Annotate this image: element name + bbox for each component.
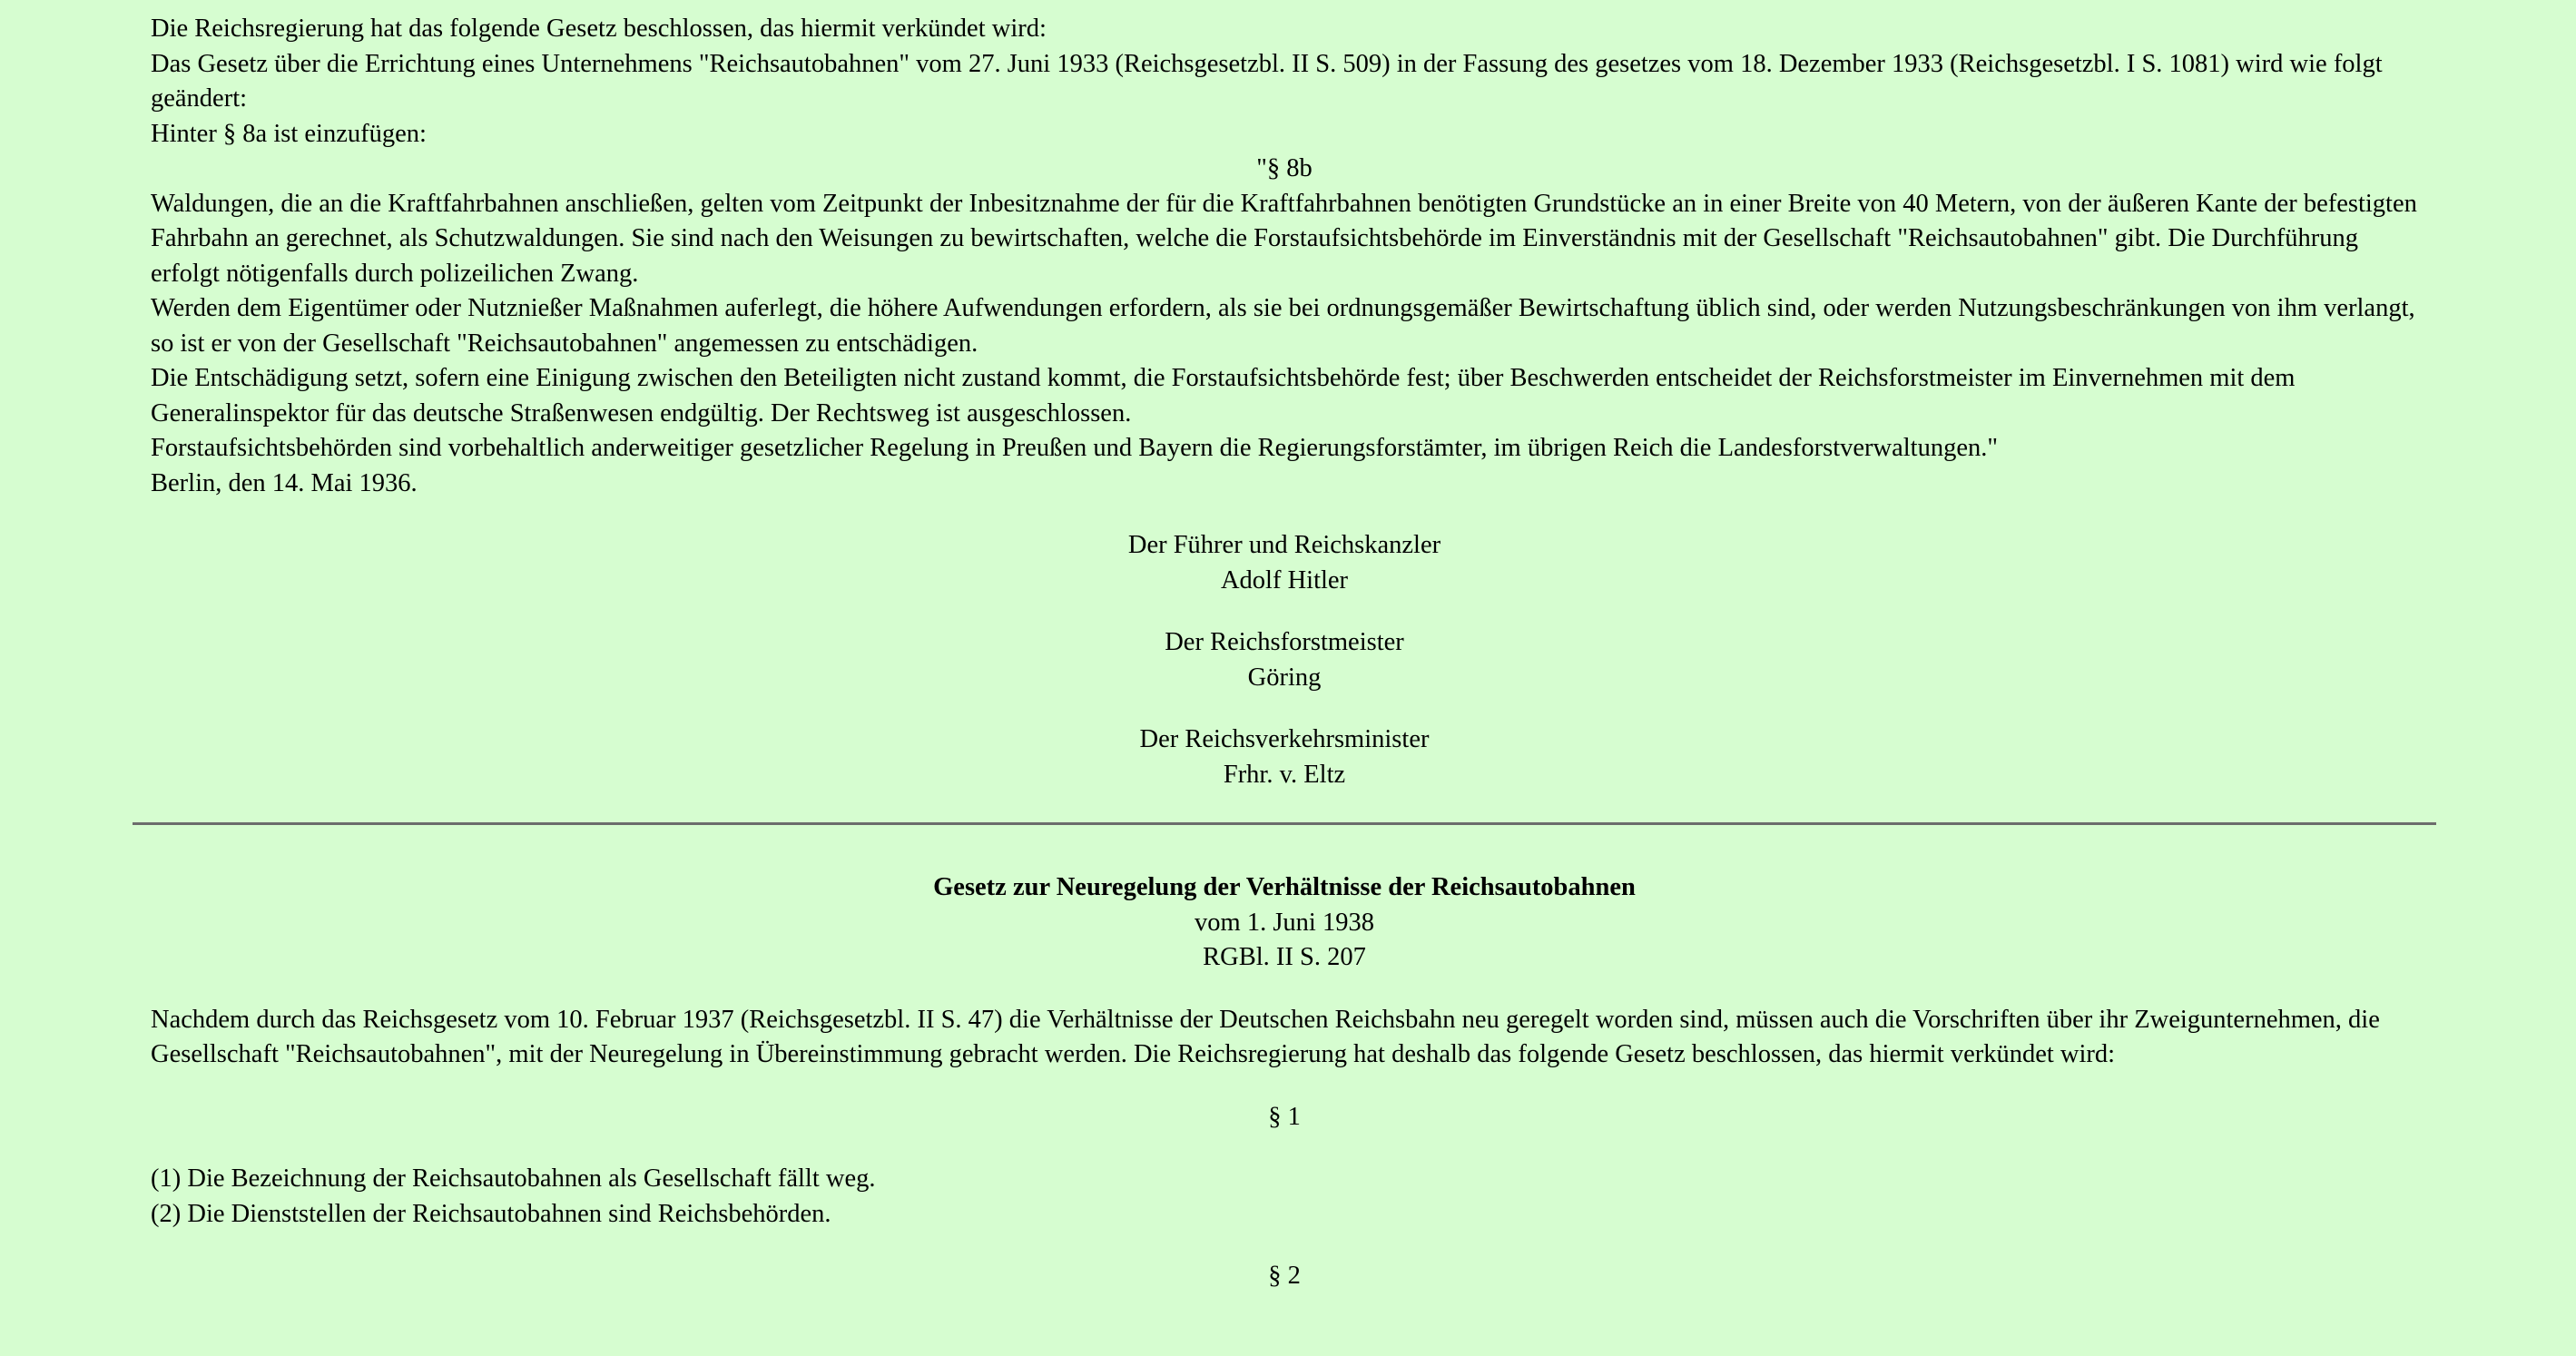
law-preamble: Nachdem durch das Reichsgesetz vom 10. Februar 1937 (Reichsgesetzbl. II S. 47) die Verhältnisse der Deutschen Reichsbahn neu geregelt worden sind, müssen auch die Vorschriften über ihr Zweigunternehmen, die Gesellschaft "Reichsautobahnen", mit der Neuregelung in Übereinstimmung gebracht werden. Die Reichsregierung hat deshalb das folgende Gesetz beschlossen, das hiermit verkündet wird: [151, 1005, 2380, 1068]
document-page [133, 0, 2436, 1294]
signature-name: Göring [1247, 663, 1322, 692]
section-item: (1) Die Bezeichnung der Reichsautobahnen als Gesellschaft fällt weg. [151, 1164, 876, 1193]
signature-name: Frhr. v. Eltz [1223, 760, 1346, 789]
body-paragraph: Forstaufsichtsbehörden sind vorbehaltlich anderweitiger gesetzlicher Regelung in Preußen und Bayern die Regierungsforstämter, im übrigen Reich die Landesforstverwaltungen." [151, 434, 1998, 462]
section-heading-1: § 1 [1268, 1102, 1301, 1131]
body-paragraph: Die Entschädigung setzt, sofern eine Einigung zwischen den Beteiligten nicht zustand kommt, die Forstaufsichtsbehörde fest; über Beschwerden entscheidet der Reichsforstmeister im Einvernehmen mit dem Generalinspektor für das deutsche Straßenwesen endgültig. Der Rechtsweg ist ausgeschlossen. [151, 364, 2296, 427]
law-reference: RGBl. II S. 207 [1203, 943, 1366, 971]
law-title-block [151, 870, 2418, 976]
section-item: (2) Die Dienststellen der Reichsautobahnen sind Reichsbehörden. [151, 1199, 831, 1228]
document-content-2 [133, 870, 2436, 1294]
law-1938 [151, 870, 2418, 1294]
signature-block [151, 625, 2418, 695]
intro-line: Das Gesetz über die Errichtung eines Unternehmens "Reichsautobahnen" vom 27. Juni 1933 (Reichsgesetzbl. II S. 509) in der Fassung des gesetzes vom 18. Dezember 1933 (Reichsgesetzbl. I S. 1081) wird wie folgt geändert: [151, 49, 2383, 113]
signature-block [151, 722, 2418, 792]
law-title: Gesetz zur Neuregelung der Verhältnisse der Reichsautobahnen [933, 873, 1636, 901]
signature-office: Der Führer und Reichskanzler [1127, 531, 1441, 559]
signature-name: Adolf Hitler [1220, 565, 1349, 594]
section-heading-2: § 2 [1268, 1262, 1301, 1290]
signature-block [151, 528, 2418, 598]
section-divider [133, 822, 2436, 825]
body-paragraph: Waldungen, die an die Kraftfahrbahnen anschließen, gelten vom Zeitpunkt der Inbesitznahme der für die Kraftfahrbahnen benötigten Grundstücke an in einer Breite von 40 Metern, von der äußeren Kante der befestigten Fahrbahn an gerechnet, als Schutzwaldungen. Sie sind nach den Weisungen zu bewirtschaften, welche die Forstaufsichtsbehörde im Einverständnis mit der Gesellschaft "Reichsautobahnen" gibt. Die Durchführung erfolgt nötigenfalls durch polizeilichen Zwang. [151, 189, 2417, 288]
intro-line: Hinter § 8a ist einzufügen: [151, 119, 427, 148]
signature-office: Der Reichsverkehrsminister [1139, 725, 1430, 753]
amendment-law-1936 [151, 12, 2418, 792]
document-content [133, 0, 2436, 792]
signature-office: Der Reichsforstmeister [1165, 628, 1404, 656]
section-heading-8b: "§ 8b [1256, 154, 1313, 182]
intro-line: Die Reichsregierung hat das folgende Gesetz beschlossen, das hiermit verkündet wird: [151, 15, 1047, 43]
place-date: Berlin, den 14. Mai 1936. [151, 468, 418, 497]
body-paragraph: Werden dem Eigentümer oder Nutznießer Maßnahmen auferlegt, die höhere Aufwendungen erfordern, als sie bei ordnungsgemäßer Bewirtschaftung üblich sind, oder werden Nutzungsbeschränkungen von ihm verlangt, so ist er von der Gesellschaft "Reichsautobahnen" angemessen zu entschädigen. [151, 294, 2415, 358]
law-date: vom 1. Juni 1938 [1195, 908, 1374, 937]
